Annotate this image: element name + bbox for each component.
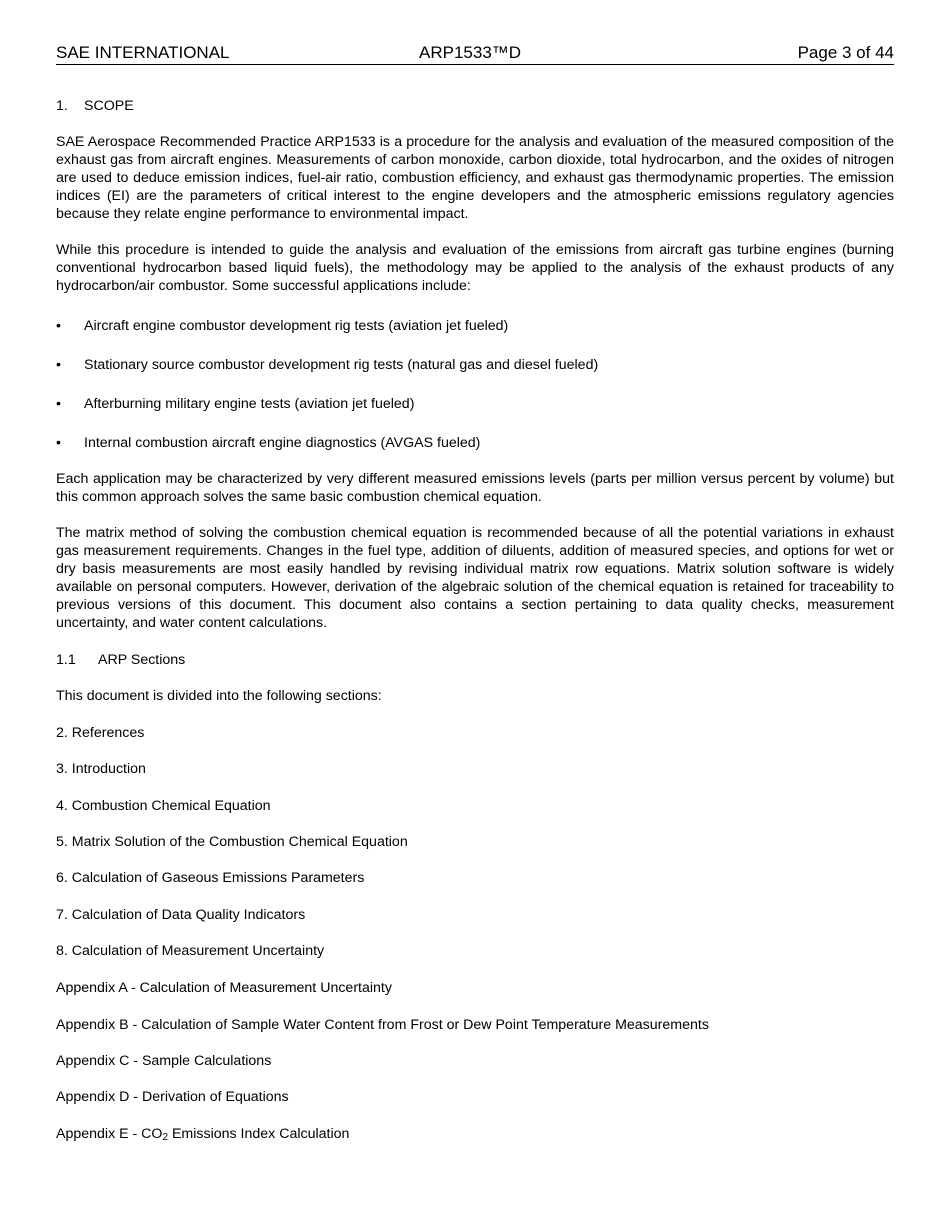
- scope-paragraph-3: Each application may be characterized by very different measured emissions levels (parts per million versus percent by volume) but this common approach solves the same basic combustion chemical equation.: [56, 471, 894, 505]
- bullet-dot: •: [56, 318, 61, 334]
- section-list-item: 3. Introduction: [56, 761, 146, 777]
- scope-heading-title: SCOPE: [84, 98, 134, 114]
- scope-paragraph-2: While this procedure is intended to guide the analysis and evaluation of the emissions from aircraft gas turbine engines (burning conventional hydrocarbon based liquid fuels), the methodology may be applied to the analysis of the exhaust products of any hydrocarbon/air combustor. Some successful applications include:: [56, 242, 894, 294]
- arp-sections-heading: [56, 651, 185, 669]
- arp-sections-intro: This document is divided into the following sections:: [56, 688, 382, 704]
- page-header: [56, 42, 894, 65]
- scope-heading-number: 1.: [56, 98, 68, 114]
- section-list-item: Appendix D - Derivation of Equations: [56, 1089, 289, 1105]
- bullet-text: Aircraft engine combustor development rig tests (aviation jet fueled): [84, 318, 509, 334]
- header-document-id: ARP1533™D: [419, 43, 522, 62]
- bullet-text: Internal combustion aircraft engine diagnostics (AVGAS fueled): [84, 435, 481, 451]
- arp-sections-heading-number: 1.1: [56, 652, 76, 668]
- section-list-item: 6. Calculation of Gaseous Emissions Parameters: [56, 870, 365, 886]
- section-list-item-appendix-e: [56, 1125, 349, 1143]
- section-list-item: 5. Matrix Solution of the Combustion Chemical Equation: [56, 834, 408, 850]
- appendix-e-prefix: Appendix E - CO: [56, 1126, 163, 1142]
- section-list-item: 8. Calculation of Measurement Uncertainty: [56, 943, 325, 959]
- section-list-item: 4. Combustion Chemical Equation: [56, 798, 271, 814]
- arp-sections-heading-title: ARP Sections: [98, 652, 186, 668]
- appendix-e-subscript: 2: [162, 1132, 169, 1143]
- bullet-text: Afterburning military engine tests (aviation jet fueled): [84, 396, 415, 412]
- bullet-dot: •: [56, 435, 61, 451]
- scope-heading: [56, 97, 134, 115]
- section-list-item: Appendix B - Calculation of Sample Water Content from Frost or Dew Point Temperature Measurements: [56, 1017, 709, 1033]
- section-list-item: Appendix A - Calculation of Measurement Uncertainty: [56, 980, 392, 996]
- header-organization: SAE INTERNATIONAL: [56, 43, 230, 62]
- header-page-indicator: Page 3 of 44: [797, 43, 894, 62]
- scope-paragraph-1: SAE Aerospace Recommended Practice ARP1533 is a procedure for the analysis and evaluation of the measured composition of the exhaust gas from aircraft engines. Measurements of carbon monoxide, carbon dioxide, total hydrocarbon, and the oxides of nitrogen are used to deduce emission indices, fuel-air ratio, combustion efficiency, and exhaust gas thermodynamic properties. The emission indices (EI) are the parameters of critical interest to the engine developers and the atmospheric emissions regulatory agencies because they relate engine performance to environmental impact.: [56, 134, 894, 222]
- scope-paragraph-4: The matrix method of solving the combustion chemical equation is recommended because of all the potential variations in exhaust gas measurement requirements. Changes in the fuel type, addition of diluents, addition of measured species, and options for wet or dry basis measurements are most easily handled by revising individual matrix row equations. Matrix solution software is widely available on personal computers. However, derivation of the algebraic solution of the chemical equation is retained for traceability to previous versions of this document. This document also contains a section pertaining to data quality checks, measurement uncertainty, and water content calculations.: [56, 525, 894, 631]
- section-list-item: 7. Calculation of Data Quality Indicators: [56, 907, 306, 923]
- appendix-e-suffix: Emissions Index Calculation: [168, 1126, 350, 1142]
- bullet-dot: •: [56, 357, 61, 373]
- section-list-item: Appendix C - Sample Calculations: [56, 1053, 272, 1069]
- bullet-text: Stationary source combustor development rig tests (natural gas and diesel fueled): [84, 357, 599, 373]
- bullet-dot: •: [56, 396, 61, 412]
- section-list-item: 2. References: [56, 725, 145, 741]
